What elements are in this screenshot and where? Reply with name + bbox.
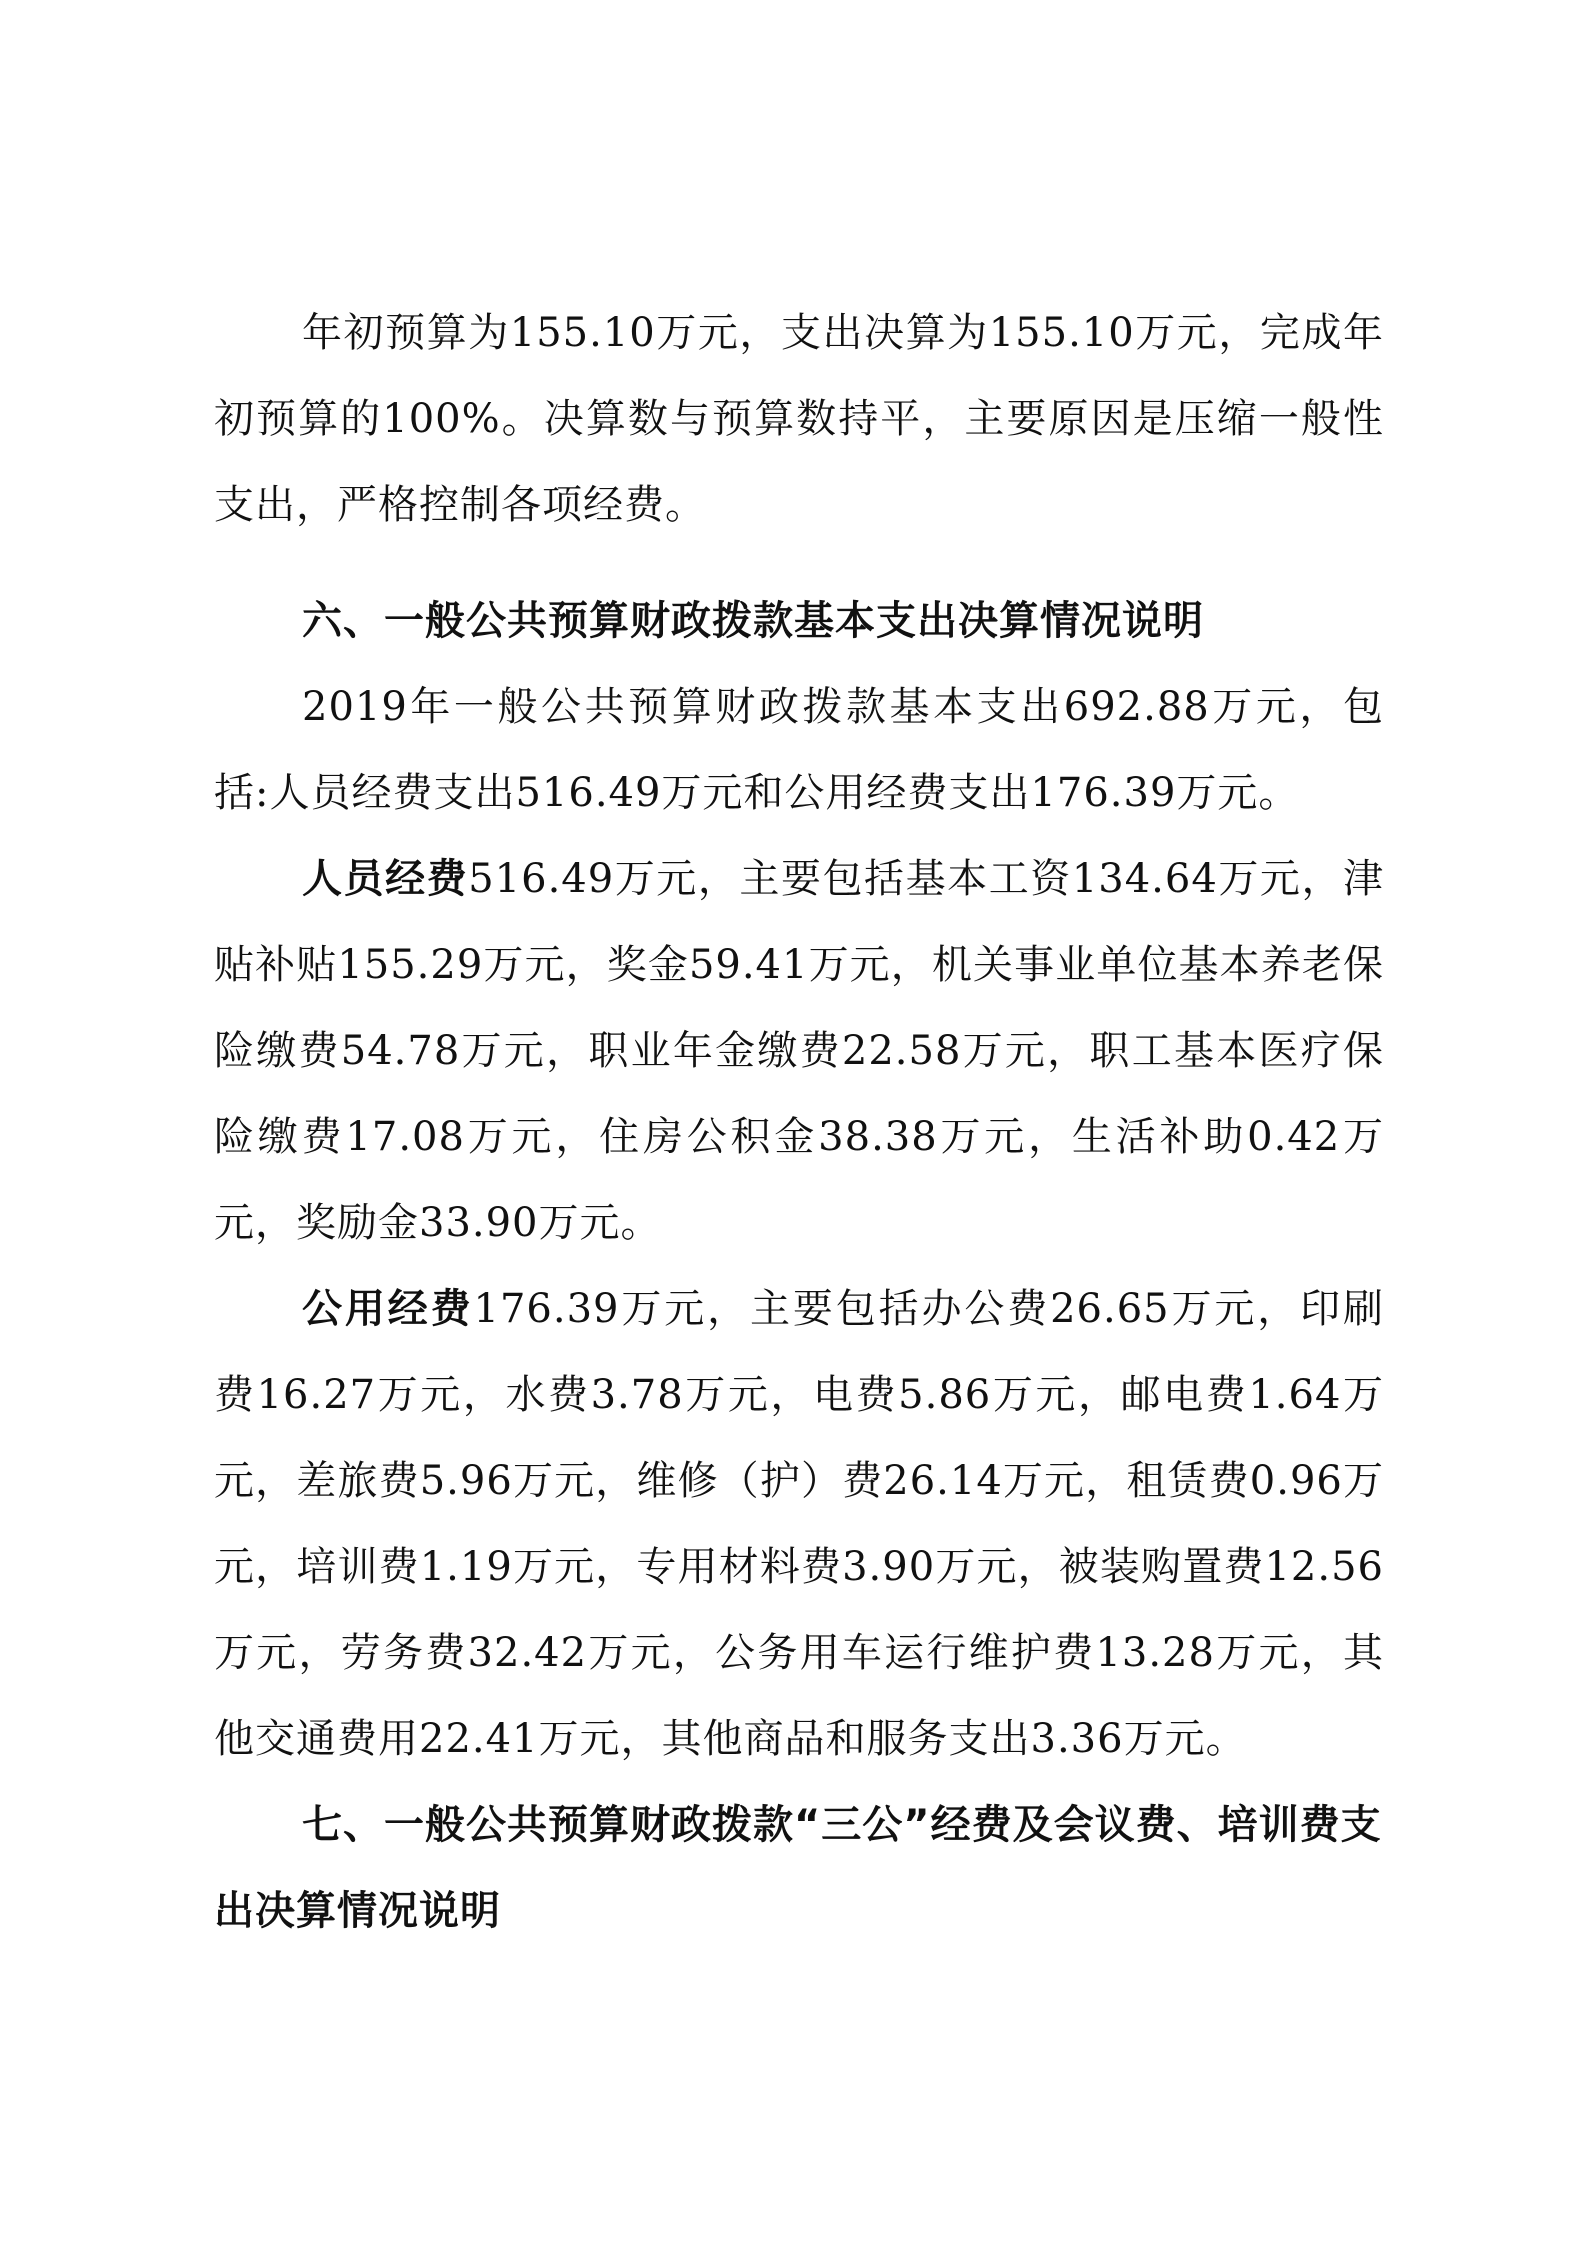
paragraph-basic-expenditure: 2019年一般公共预算财政拨款基本支出692.88万元，包括:人员经费支出516.49万元和公用经费支出176.39万元。: [214, 684, 1384, 816]
paragraph-public-expenses: [214, 1266, 1384, 1782]
personnel-expenses-text: 516.49万元，主要包括基本工资134.64万元，津贴补贴155.29万元，奖金59.41万元，机关事业单位基本养老保险缴费54.78万元，职业年金缴费22.58万元，职工基本医疗保险缴费17.08万元，住房公积金38.38万元，生活补助0.42万元，奖励金33.90万元。: [214, 856, 1385, 1246]
section-heading-6: 六、一般公共预算财政拨款基本支出决算情况说明: [302, 598, 1204, 644]
document-body: [214, 290, 1384, 1954]
paragraph-budget-completion: 年初预算为155.10万元，支出决算为155.10万元，完成年初预算的100%。决算数与预算数持平，主要原因是压缩一般性支出，严格控制各项经费。: [214, 310, 1384, 528]
paragraph-personnel-expenses: [214, 836, 1384, 1266]
public-expenses-lead: 公用经费: [302, 1286, 474, 1332]
section-heading-7: 七、一般公共预算财政拨款“三公”经费及会议费、培训费支出决算情况说明: [214, 1802, 1382, 1934]
personnel-expenses-lead: 人员经费: [302, 856, 469, 902]
public-expenses-text: 176.39万元，主要包括办公费26.65万元，印刷费16.27万元，水费3.78万元，电费5.86万元，邮电费1.64万元，差旅费5.96万元，维修（护）费26.14万元，租赁费0.96万元，培训费1.19万元，专用材料费3.90万元，被装购置费12.56万元，劳务费32.42万元，公务用车运行维护费13.28万元，其他交通费用22.41万元，其他商品和服务支出3.36万元。: [214, 1286, 1385, 1762]
